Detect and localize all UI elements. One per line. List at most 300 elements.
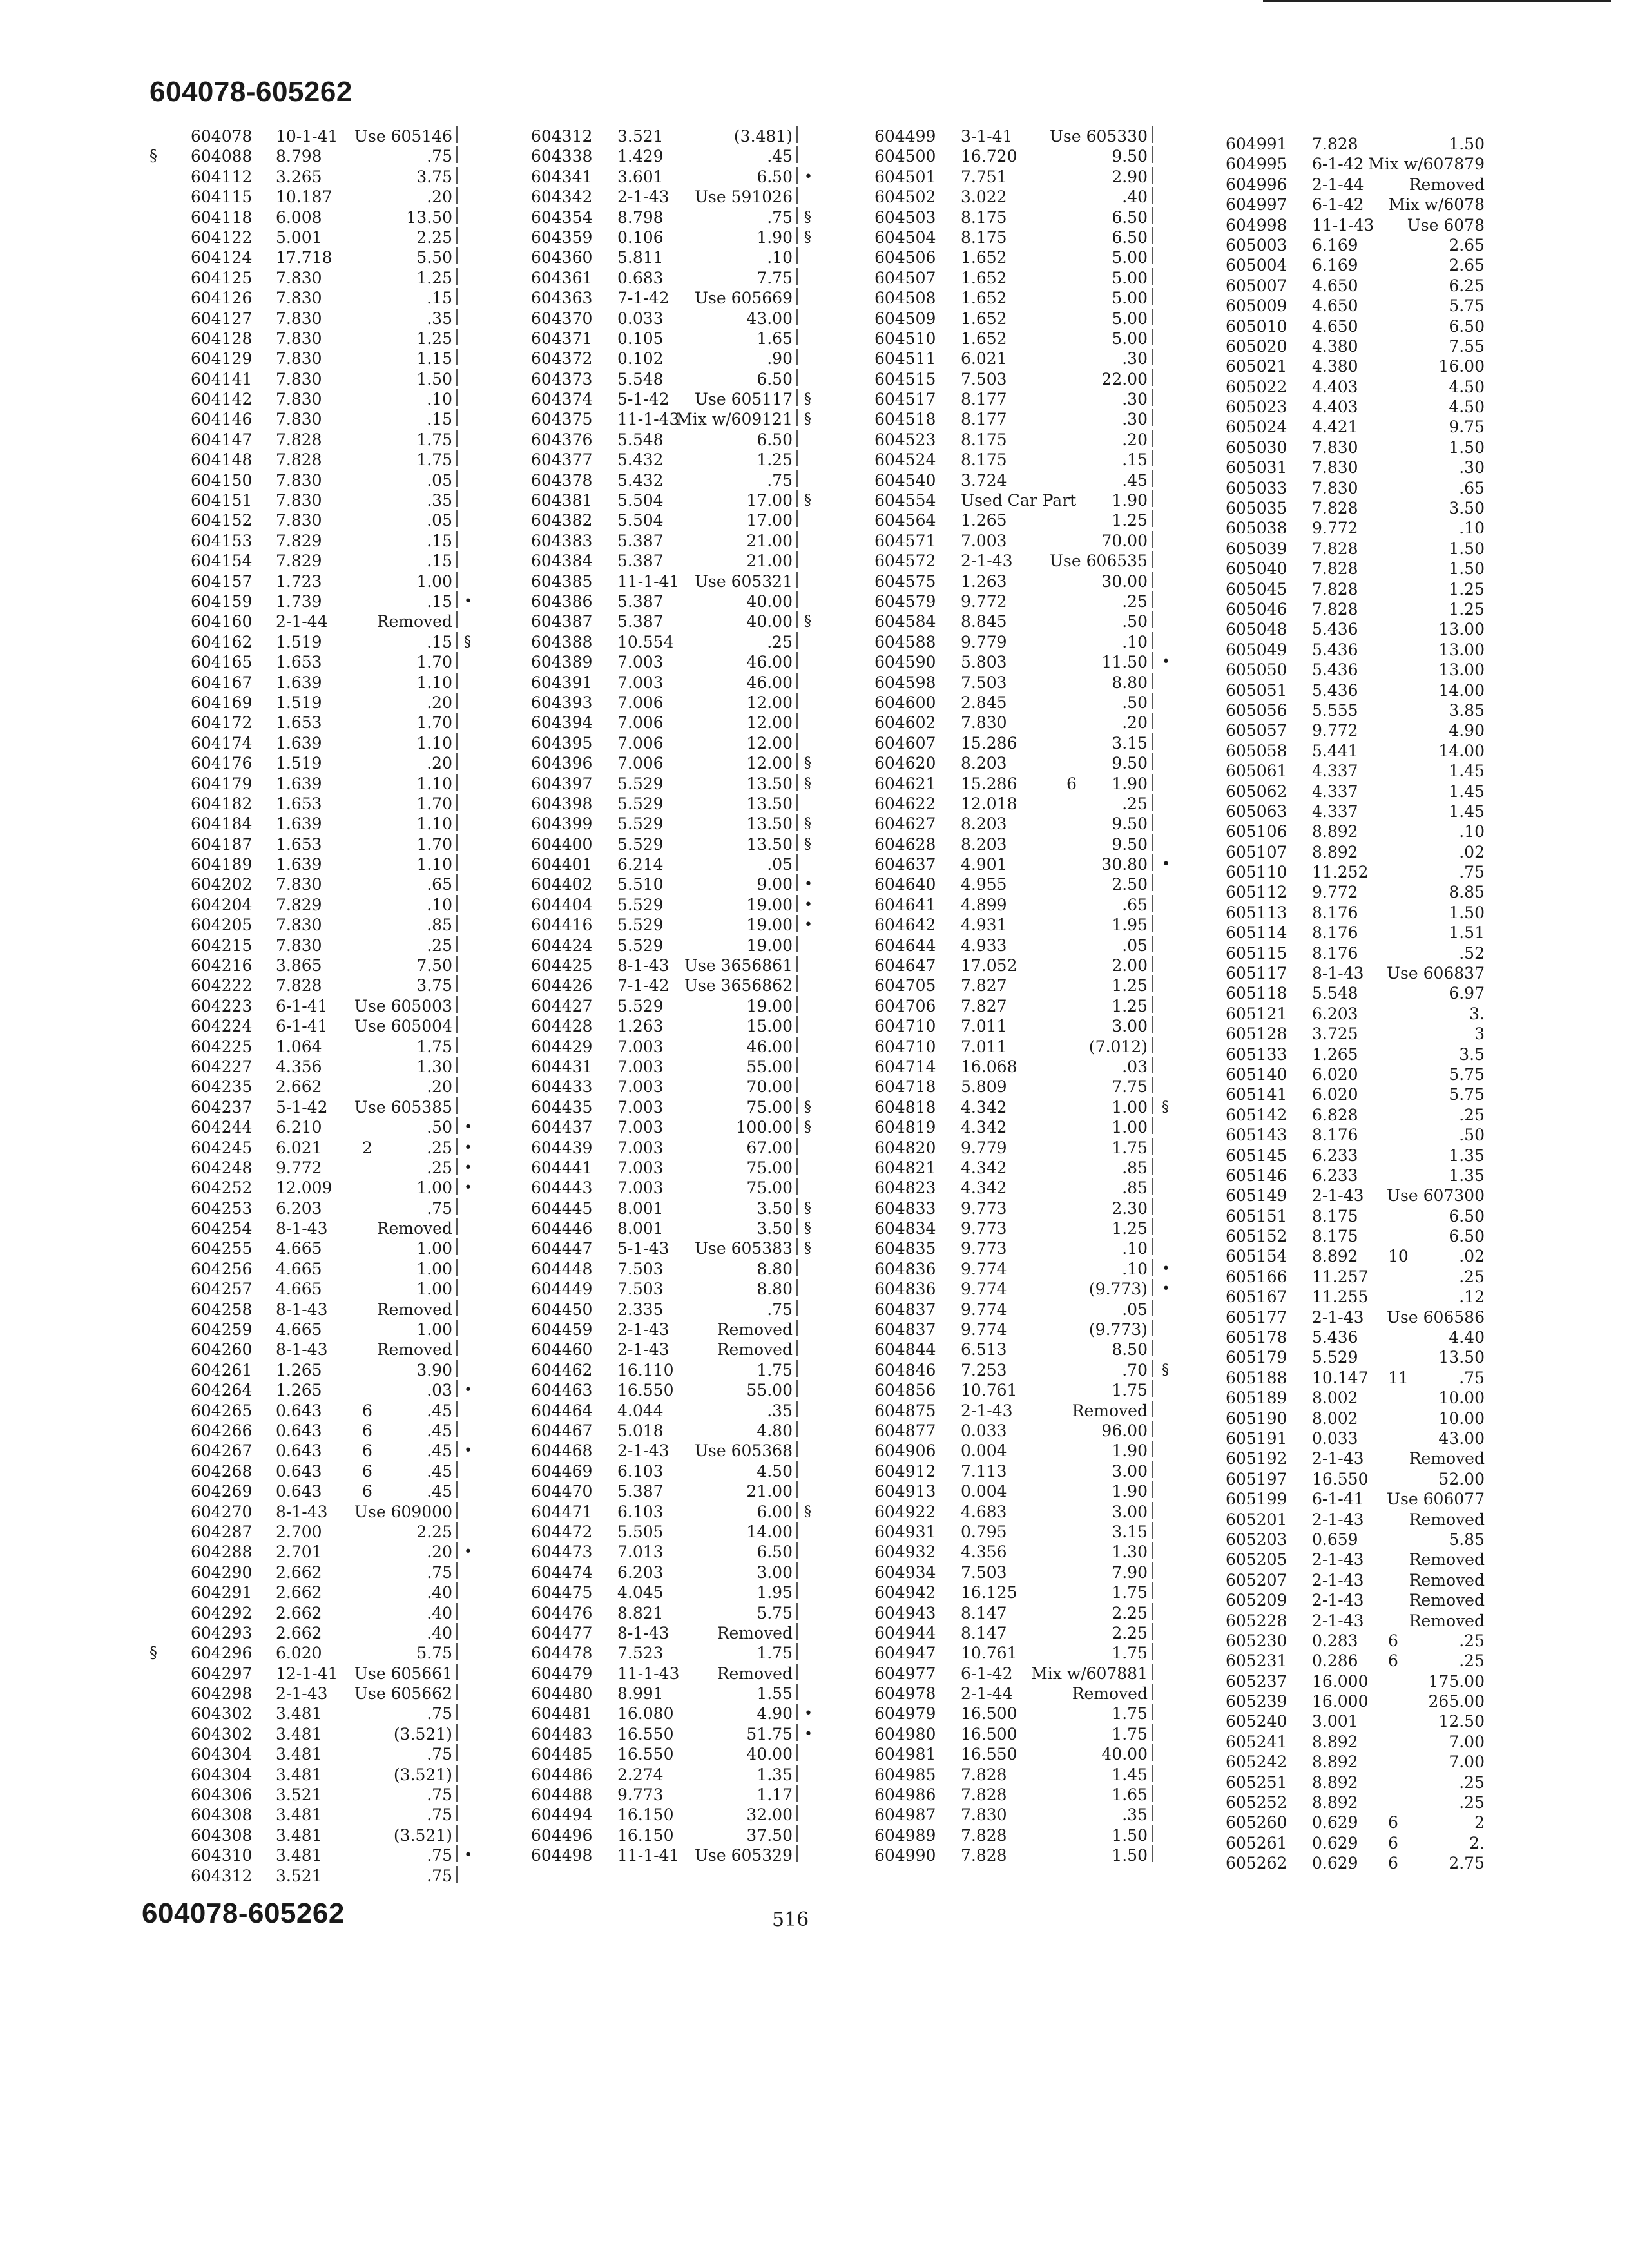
- part-number: 604431: [531, 1057, 593, 1076]
- part-number: 604308: [191, 1805, 253, 1825]
- price: 46.00: [746, 653, 793, 672]
- part-value: 1.639: [276, 774, 322, 793]
- part-value: 8.175: [961, 450, 1007, 470]
- price: 5.75: [757, 1603, 793, 1622]
- price: 9.75: [1449, 418, 1485, 437]
- part-value: 8.892: [1312, 1732, 1358, 1751]
- column-rule: [796, 1117, 798, 1134]
- part-value: 0.106: [617, 227, 664, 247]
- part-number: 604126: [191, 289, 253, 308]
- part-value: 0.643: [276, 1441, 322, 1461]
- part-value: 5.529: [617, 936, 664, 955]
- price: .90: [767, 349, 793, 369]
- column-rule: [1152, 1158, 1153, 1175]
- price: 1.90: [757, 227, 793, 247]
- column-rule: [456, 1218, 458, 1235]
- quantity: 10: [1388, 1247, 1409, 1266]
- part-number: 604835: [874, 1239, 936, 1258]
- price: .30: [1122, 390, 1148, 409]
- part-value: 7.830: [1312, 478, 1358, 497]
- part-number: 604856: [874, 1381, 936, 1400]
- column-rule: [456, 288, 458, 305]
- part-value: 8.175: [1312, 1206, 1358, 1225]
- column-rule: [1152, 1279, 1153, 1296]
- part-value: 7.011: [961, 1017, 1007, 1036]
- column-rule: [1152, 895, 1153, 912]
- top-rule: [1263, 0, 1611, 2]
- column-rule: [796, 673, 798, 689]
- price: 6.25: [1449, 276, 1485, 295]
- price: 1.90: [1112, 1482, 1148, 1501]
- part-number: 604370: [531, 309, 593, 328]
- column-rule: [796, 975, 798, 992]
- price: 265.00: [1428, 1692, 1485, 1711]
- part-value: 7.751: [961, 167, 1007, 186]
- price: Use 605383: [694, 1239, 793, 1258]
- price: .20: [427, 754, 452, 773]
- column-rule: [456, 430, 458, 447]
- part-number: 604463: [531, 1381, 593, 1400]
- part-number: 605228: [1226, 1611, 1287, 1630]
- price: 7.90: [1112, 1562, 1148, 1582]
- column-rule: [1152, 1259, 1153, 1276]
- part-number: 604503: [874, 207, 936, 227]
- part-number: 604146: [191, 410, 253, 429]
- column-rule: [796, 227, 798, 244]
- part-value: 0.105: [617, 329, 664, 348]
- price: .25: [1122, 794, 1148, 813]
- part-value: 7-1-42: [617, 289, 670, 308]
- price: 1.00: [416, 1239, 452, 1258]
- part-number: 604112: [191, 167, 253, 186]
- price: 6.50: [757, 369, 793, 389]
- part-value: 7.830: [276, 349, 322, 369]
- price: .25: [427, 1138, 452, 1157]
- column-rule: [1152, 854, 1153, 871]
- price: 3: [1474, 1024, 1485, 1044]
- price: 21.00: [746, 552, 793, 571]
- price: 11.50: [1101, 653, 1148, 672]
- price: 15.00: [746, 1017, 793, 1036]
- part-number: 604588: [874, 632, 936, 651]
- column-rule: [796, 1765, 798, 1782]
- column-rule: [456, 409, 458, 426]
- part-value: 8.892: [1312, 822, 1358, 841]
- column-rule: [456, 1421, 458, 1437]
- column-rule: [796, 409, 798, 426]
- column-rule: [796, 430, 798, 447]
- part-value: 6.008: [276, 207, 322, 227]
- part-number: 605242: [1226, 1753, 1287, 1772]
- part-value: 5.510: [617, 875, 664, 894]
- part-number: 605112: [1226, 883, 1287, 902]
- price: Removed: [376, 1340, 452, 1360]
- column-rule: [796, 794, 798, 811]
- part-number: 605046: [1226, 599, 1287, 619]
- part-number: 604182: [191, 794, 253, 813]
- part-number: 604642: [874, 916, 936, 935]
- part-number: 604837: [874, 1300, 936, 1319]
- price: 1.50: [1112, 1825, 1148, 1845]
- part-value: 2-1-43: [617, 1340, 670, 1360]
- part-value: 5.432: [617, 470, 664, 490]
- part-number: 605057: [1226, 721, 1287, 740]
- part-value: 8-1-43: [617, 1623, 670, 1642]
- quantity: 6: [362, 1482, 372, 1501]
- price: 2.00: [1112, 956, 1148, 975]
- bullet-mark: •: [464, 1443, 472, 1459]
- bullet-mark: •: [1162, 856, 1170, 873]
- price: 30.80: [1101, 855, 1148, 874]
- part-number: 604384: [531, 552, 593, 571]
- part-value: 8-1-43: [276, 1502, 328, 1521]
- column-rule: [456, 1643, 458, 1660]
- column-rule: [456, 1138, 458, 1155]
- price: 12.50: [1438, 1712, 1485, 1731]
- part-number: 604995: [1226, 155, 1287, 174]
- part-value: 2.662: [276, 1077, 322, 1097]
- price: 1.10: [416, 673, 452, 692]
- column-rule: [1152, 1805, 1153, 1821]
- part-value: 0.629: [1312, 1833, 1358, 1852]
- price: .15: [427, 591, 452, 611]
- part-value: 7.003: [617, 1097, 664, 1117]
- price: .65: [1459, 478, 1485, 497]
- price: 14.00: [746, 1522, 793, 1541]
- part-value: 6-1-41: [1312, 1490, 1364, 1509]
- part-value: 2-1-43: [617, 1320, 670, 1340]
- price: 5.75: [1449, 1085, 1485, 1104]
- price: 12.00: [746, 754, 793, 773]
- part-value: 3.481: [276, 1745, 322, 1764]
- part-number: 604118: [191, 207, 253, 227]
- price: .10: [1122, 632, 1148, 651]
- price: .40: [427, 1603, 452, 1622]
- column-rule: [1152, 1744, 1153, 1761]
- column-rule: [1152, 227, 1153, 244]
- column-rule: [456, 854, 458, 871]
- part-value: 7.830: [276, 329, 322, 348]
- part-value: 3.001: [1312, 1712, 1358, 1731]
- column-rule: [1152, 247, 1153, 264]
- price: .10: [767, 248, 793, 267]
- column-rule: [796, 1340, 798, 1356]
- part-number: 605030: [1226, 437, 1287, 457]
- part-value: 10.761: [961, 1644, 1017, 1663]
- part-value: 5.018: [617, 1421, 664, 1440]
- part-value: 12-1-41: [276, 1664, 338, 1683]
- part-value: 9.772: [1312, 519, 1358, 538]
- part-value: 2-1-43: [617, 187, 670, 207]
- price: Use 606837: [1386, 964, 1485, 983]
- column-rule: [796, 1522, 798, 1539]
- column-rule: [456, 874, 458, 891]
- part-number: 604404: [531, 895, 593, 914]
- price: .75: [427, 1198, 452, 1218]
- part-value: 0.102: [617, 349, 664, 369]
- part-value: 5.529: [617, 916, 664, 935]
- part-value: 7.830: [276, 410, 322, 429]
- part-number: 604991: [1226, 135, 1287, 153]
- part-value: 5.504: [617, 491, 664, 510]
- part-number: 604359: [531, 227, 593, 247]
- part-number: 604354: [531, 207, 593, 227]
- part-value: 6.203: [1312, 1004, 1358, 1023]
- part-value: 5.387: [617, 591, 664, 611]
- column-rule: [796, 207, 798, 224]
- price: 2.25: [1112, 1603, 1148, 1622]
- price: 14.00: [1438, 680, 1485, 700]
- price: .50: [1122, 693, 1148, 712]
- part-value: 6.169: [1312, 256, 1358, 275]
- price: 1.45: [1449, 782, 1485, 801]
- column-rule: [1152, 1401, 1153, 1418]
- part-value: 7.011: [961, 1037, 1007, 1056]
- part-value: 9.773: [961, 1219, 1007, 1238]
- column-rule: [796, 1582, 798, 1599]
- part-number: 604151: [191, 491, 253, 510]
- page-number: 516: [772, 1908, 809, 1931]
- price: 9.50: [1112, 754, 1148, 773]
- column-rule: [456, 1198, 458, 1215]
- part-value: 6.233: [1312, 1146, 1358, 1165]
- price: 9.50: [1112, 834, 1148, 854]
- part-value: 1.653: [276, 834, 322, 854]
- part-value: 2.662: [276, 1603, 322, 1622]
- price: .75: [427, 1704, 452, 1724]
- part-number: 604306: [191, 1785, 253, 1805]
- part-value: 4.650: [1312, 276, 1358, 295]
- part-value: 12.018: [961, 794, 1017, 813]
- part-number: 604304: [191, 1745, 253, 1764]
- part-number: 604363: [531, 289, 593, 308]
- part-number: 604524: [874, 450, 936, 470]
- quantity: 6: [362, 1441, 372, 1461]
- column-rule: [1152, 1481, 1153, 1498]
- part-value: 5.548: [1312, 984, 1358, 1003]
- part-value: 8.177: [961, 410, 1007, 429]
- part-value: 5.555: [1312, 700, 1358, 720]
- price: .20: [427, 1077, 452, 1097]
- column-rule: [796, 1138, 798, 1155]
- price: .20: [1122, 430, 1148, 449]
- section-mark: §: [1162, 1361, 1169, 1378]
- column-rule: [456, 1279, 458, 1296]
- column-rule: [456, 713, 458, 729]
- column-rule: [796, 1805, 798, 1821]
- part-number: 605023: [1226, 398, 1287, 417]
- price: 10.00: [1438, 1389, 1485, 1408]
- price: 1.30: [416, 1057, 452, 1076]
- part-value: 12.009: [276, 1178, 333, 1198]
- price: 2.25: [416, 227, 452, 247]
- price: .20: [427, 693, 452, 712]
- bullet-mark: •: [464, 1847, 472, 1864]
- price: 2.65: [1449, 235, 1485, 255]
- part-number: 604125: [191, 268, 253, 287]
- part-number: 605038: [1226, 519, 1287, 538]
- column-rule: [456, 1603, 458, 1620]
- part-value: 9.779: [961, 632, 1007, 651]
- part-number: 604205: [191, 916, 253, 935]
- section-mark: §: [804, 229, 811, 245]
- part-value: Used Car Part: [961, 491, 1077, 510]
- column-rule: [796, 1684, 798, 1700]
- price: .35: [427, 491, 452, 510]
- column-rule: [796, 1097, 798, 1114]
- column-rule: [1152, 1016, 1153, 1033]
- column-rule: [456, 450, 458, 466]
- price: 5.85: [1449, 1530, 1485, 1549]
- part-number: 604836: [874, 1259, 936, 1278]
- price: 3.00: [1112, 1502, 1148, 1521]
- part-number: 604509: [874, 309, 936, 328]
- part-number: 604474: [531, 1562, 593, 1582]
- column-rule: [1152, 309, 1153, 325]
- part-value: 5.548: [617, 369, 664, 389]
- part-number: 604504: [874, 227, 936, 247]
- price: .10: [1459, 519, 1485, 538]
- part-value: 16.150: [617, 1825, 674, 1845]
- price: 3.15: [1112, 733, 1148, 753]
- part-number: 604647: [874, 956, 936, 975]
- price: .50: [1122, 612, 1148, 631]
- part-number: 604637: [874, 855, 936, 874]
- part-value: 1.653: [276, 713, 322, 733]
- section-mark: §: [804, 209, 811, 226]
- price: .52: [1459, 943, 1485, 963]
- column-rule: [456, 956, 458, 972]
- part-number: 605178: [1226, 1328, 1287, 1347]
- price: 1.75: [1112, 1644, 1148, 1663]
- part-value: 7.830: [276, 390, 322, 409]
- part-value: 8.175: [1312, 1227, 1358, 1246]
- part-value: 9.774: [961, 1280, 1007, 1299]
- price: 6.50: [1449, 316, 1485, 336]
- part-value: 1.519: [276, 632, 322, 651]
- part-number: 604397: [531, 774, 593, 793]
- price: 12.00: [746, 713, 793, 733]
- price: .05: [1122, 1300, 1148, 1319]
- part-value: 4.342: [961, 1178, 1007, 1198]
- price: 21.00: [746, 531, 793, 550]
- part-number: 604467: [531, 1421, 593, 1440]
- price: 6.50: [1449, 1206, 1485, 1225]
- part-value: 2-1-43: [1312, 1591, 1364, 1610]
- column-rule: [796, 1825, 798, 1842]
- column-rule: [796, 956, 798, 972]
- part-number: 604523: [874, 430, 936, 449]
- part-value: 7.003: [617, 653, 664, 672]
- column-rule: [796, 1603, 798, 1620]
- column-rule: [1152, 531, 1153, 548]
- price: .75: [1459, 1368, 1485, 1387]
- part-value: 5.529: [617, 814, 664, 834]
- part-value: 1.064: [276, 1037, 322, 1056]
- price: 1.10: [416, 774, 452, 793]
- part-number: 605145: [1226, 1146, 1287, 1165]
- part-value: 16.080: [617, 1704, 674, 1724]
- column-rule: [796, 1704, 798, 1720]
- part-value: 16.068: [961, 1057, 1017, 1076]
- part-number: 604598: [874, 673, 936, 692]
- price: 13.50: [746, 794, 793, 813]
- part-number: 604996: [1226, 175, 1287, 194]
- part-number: 604818: [874, 1097, 936, 1117]
- part-value: 6.828: [1312, 1105, 1358, 1124]
- column-rule: [1152, 1441, 1153, 1457]
- price: 4.50: [1449, 377, 1485, 396]
- part-value: 8.176: [1312, 923, 1358, 943]
- part-value: 16.125: [961, 1583, 1017, 1602]
- price: .12: [1459, 1287, 1485, 1307]
- column-rule: [456, 349, 458, 365]
- part-value: 8.821: [617, 1603, 664, 1622]
- part-number: 604302: [191, 1704, 253, 1724]
- part-number: 605106: [1226, 822, 1287, 841]
- column-rule: [1152, 1178, 1153, 1195]
- part-number: 604128: [191, 329, 253, 348]
- part-number: 604481: [531, 1704, 593, 1724]
- part-value: 2-1-44: [1312, 175, 1364, 194]
- column-rule: [456, 774, 458, 791]
- column-rule: [796, 591, 798, 608]
- part-value: 7.830: [276, 916, 322, 935]
- part-value: 7.503: [617, 1259, 664, 1278]
- price: 1.50: [1449, 437, 1485, 457]
- part-number: 605113: [1226, 903, 1287, 922]
- part-number: 604389: [531, 653, 593, 672]
- part-number: 604308: [191, 1825, 253, 1845]
- part-number: 604153: [191, 531, 253, 550]
- part-value: 8.176: [1312, 943, 1358, 963]
- part-value: 7.003: [617, 673, 664, 692]
- part-value: 9.772: [1312, 883, 1358, 902]
- column-rule: [456, 1785, 458, 1802]
- column-rule: [796, 450, 798, 466]
- part-value: 2-1-43: [1312, 1307, 1364, 1327]
- price: 13.50: [1438, 1348, 1485, 1367]
- part-number: 605179: [1226, 1348, 1287, 1367]
- price: .65: [1122, 895, 1148, 914]
- part-number: 605004: [1226, 256, 1287, 275]
- part-number: 604844: [874, 1340, 936, 1360]
- section-mark: §: [149, 147, 157, 166]
- part-value: 16.720: [961, 147, 1017, 166]
- part-value: 11.257: [1312, 1267, 1369, 1286]
- price: 5.00: [1112, 309, 1148, 328]
- section-mark: §: [804, 1200, 811, 1216]
- price: .25: [1459, 1793, 1485, 1812]
- price: (7.012): [1088, 1037, 1148, 1056]
- part-value: 7.006: [617, 754, 664, 773]
- column-rule: [456, 733, 458, 750]
- price: .40: [1122, 187, 1148, 207]
- column-rule: [456, 1664, 458, 1680]
- part-number: 604906: [874, 1441, 936, 1461]
- price: .15: [427, 289, 452, 308]
- part-number: 605231: [1226, 1651, 1287, 1671]
- part-value: 8.845: [961, 612, 1007, 631]
- price: 46.00: [746, 1037, 793, 1056]
- part-number: 604511: [874, 349, 936, 369]
- column-rule: [456, 187, 458, 204]
- column-rule: [796, 1664, 798, 1680]
- part-number: 605192: [1226, 1449, 1287, 1468]
- price: 2.25: [1112, 1623, 1148, 1642]
- part-number: 604579: [874, 591, 936, 611]
- part-number: 604400: [531, 834, 593, 854]
